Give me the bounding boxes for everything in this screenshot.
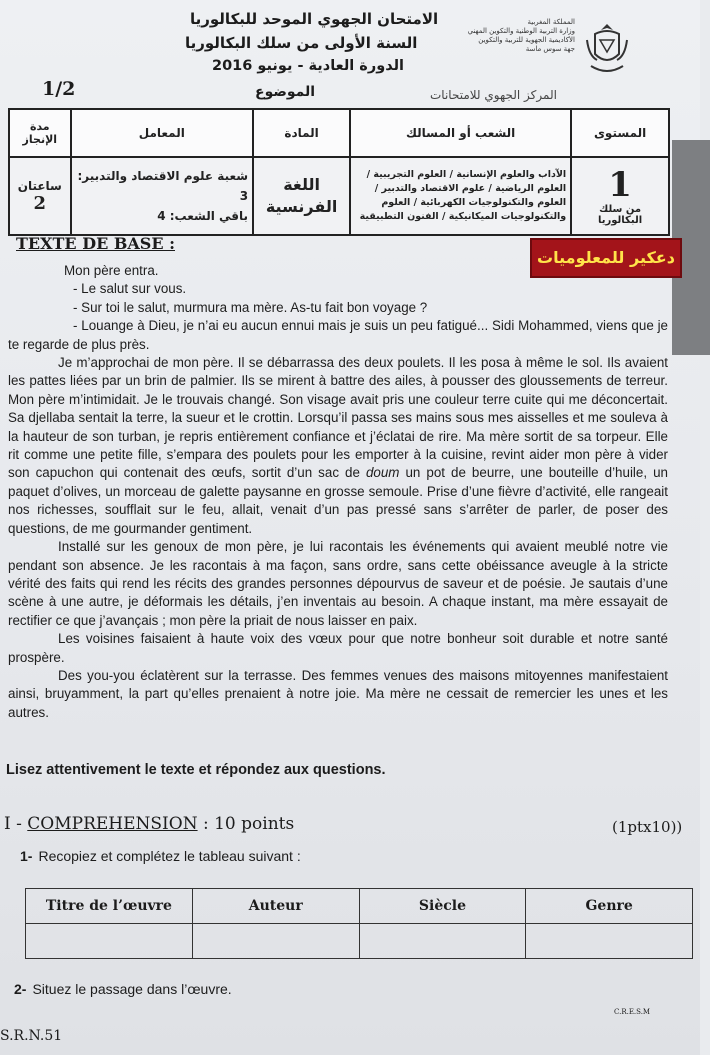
exam-code: S.R.N.51 <box>0 1028 63 1044</box>
section-title: COMPREHENSION <box>27 814 198 834</box>
duration-number: 2 <box>33 192 47 214</box>
paragraph-text: Je m’approchai de mon père. Il se débarrassa des deux poulets. Il les posa à même le sol. Ils avaient les pattes liées par un brin de palmier. Ils se mirent à battre des ailes, à pousser des gloussements de terreur. Mon père m’intimidait. Je le trouvais changé. Son visage avait pris une couleur terre cuite qui me déconcertait. Sa djellaba sentait la terre, la sueur et le crottin. Lorsqu’il passa ses mains sous mes aisselles et me souleva à la hauteur de son turban, je repris entièrement confiance et j’éclatai de rire. Ma mère sortit de sa torpeur. Elle rit comme une petite fille, s’empara des poulets pour les emporter à la cuisine, revint aider mon père à vider son capuchon qui contenait des œufs, sortit d’un sac de <box>8 355 668 481</box>
subject-cell: اللغة الفرنسية <box>253 157 350 235</box>
level-cell <box>571 157 669 235</box>
center-code: C.R.E.S.M <box>614 1008 651 1016</box>
col-title: Titre de l’œuvre <box>26 889 193 924</box>
italic-word: doum <box>365 465 400 481</box>
section-points: : 10 points <box>197 814 295 834</box>
exam-title: الامتحان الجهوي الموحد للبكالوريا <box>190 10 439 28</box>
answer-cell[interactable] <box>359 924 526 959</box>
level-text: من سلك البكالوريا <box>598 204 643 226</box>
texte-de-base-heading: TEXTE DE BASE : <box>16 234 175 253</box>
question-2 <box>14 981 232 997</box>
question-text: Situez le passage dans l’œuvre. <box>32 981 232 997</box>
paragraph: Mon père entra. <box>64 263 159 278</box>
answer-table <box>25 888 693 959</box>
paragraph: Les voisines faisaient à haute voix des vœux pour que notre bonheur soit durable et notre santé prospère. <box>8 631 668 665</box>
session-title: الدورة العادية - يونيو 2016 <box>212 58 404 74</box>
question-1 <box>20 848 301 864</box>
subject-word: الموضوع <box>255 84 316 100</box>
points-per-question: (1ptx10)) <box>612 818 683 836</box>
ministry-line: المملكة المغربية <box>527 18 575 26</box>
ministry-line: الأكاديمية الجهوية للتربية والتكوين <box>478 36 575 44</box>
answer-cell[interactable] <box>26 924 193 959</box>
duration-cell <box>9 157 71 235</box>
question-number: 2- <box>14 981 27 997</box>
page-number: 1/2 <box>42 78 76 100</box>
header-level: المستوى <box>571 109 669 157</box>
question-number: 1- <box>20 848 33 864</box>
ministry-block <box>455 18 575 54</box>
coefficient-line: باقي الشعب: 4 <box>157 209 249 223</box>
header-subject: المادة <box>253 109 350 157</box>
header-streams: الشعب أو المسالك <box>350 109 571 157</box>
header-duration: مدة الإنجاز <box>9 109 71 157</box>
regional-center: المركز الجهوي للامتحانات <box>430 88 557 102</box>
dialogue-line: - Le salut sur vous. <box>73 281 187 297</box>
coefficient-cell <box>71 157 253 235</box>
comprehension-heading <box>4 814 294 834</box>
coefficient-line: شعبة علوم الاقتصاد والتدبير: 3 <box>77 169 249 203</box>
answer-cell[interactable] <box>192 924 359 959</box>
col-genre: Genre <box>526 889 693 924</box>
watermark-banner: دعكير للمعلوميات <box>530 238 682 278</box>
question-text: Recopiez et complétez le tableau suivant : <box>38 848 301 864</box>
paragraph <box>8 354 668 538</box>
moroccan-emblem-icon <box>583 20 631 80</box>
base-text <box>8 262 668 722</box>
col-century: Siècle <box>359 889 526 924</box>
dialogue-line: - Louange à Dieu, je n’ai eu aucun ennui mais je suis un peu fatigué... Sidi Mohammed, viens que je te regarde de plus près. <box>8 318 668 352</box>
ministry-line: جهة سوس ماسة <box>525 45 575 53</box>
ministry-line: وزارة التربية الوطنية والتكوين المهني <box>467 27 575 35</box>
paragraph-text: un pot de beurre, une bouteille d’huile, un paquet d’olives, un morceau de galette paysanne en grosse semoule. Prise d’une fièvre d’activité, elle rangeait nos richesses, soufflait sur le feu, allait, venait d’un pas pressé sans s’arrêter de parler, de poser des questions, de me gourmander gentiment. <box>8 465 668 536</box>
duration-word: ساعتان <box>17 178 62 193</box>
paragraph: Installé sur les genoux de mon père, je lui racontais les événements qui avaient meublé notre vie pendant son absence. Je les racontais à ma façon, sans ordre, sans cette obéissance aveugle à la stricte vérité des faits qui rend les récits des grandes personnes dépourvus de saveur et de poésie. Je sautais d’une scène à une autre, je déformais les détails, j’en inventais au besoin. A chaque instant, ma mère essayait de rectifier ce que j’avançais ; mon père la priait de nous laisser en paix. <box>8 539 668 628</box>
answer-cell[interactable] <box>526 924 693 959</box>
paragraph: Des you-you éclatèrent sur la terrasse. Des femmes venues des maisons mitoyennes manifestaient ainsi, bruyamment, la part qu’elles prenaient à notre joie. Ma mère ne cessait de remercier les unes et les autres. <box>8 667 668 720</box>
dialogue-line: - Sur toi le salut, murmura ma mère. As-tu fait bon voyage ? <box>73 299 428 315</box>
exam-info-table <box>8 108 670 236</box>
level-number: 1 <box>608 165 632 205</box>
col-author: Auteur <box>192 889 359 924</box>
header-coefficient: المعامل <box>71 109 253 157</box>
streams-cell: الآداب والعلوم الإنسانية / العلوم التجريبية / العلوم الرياضية / علوم الاقتصاد والتدبير / العلوم والتكنولوجيات الكهربائية / العلوم والتكنولوجيات الميكانيكية / الفنون التطبيقية <box>350 157 571 235</box>
year-title: السنة الأولى من سلك البكالوريا <box>185 34 418 52</box>
instruction: Lisez attentivement le texte et répondez aux questions. <box>6 762 386 778</box>
section-number: I - <box>4 814 28 834</box>
